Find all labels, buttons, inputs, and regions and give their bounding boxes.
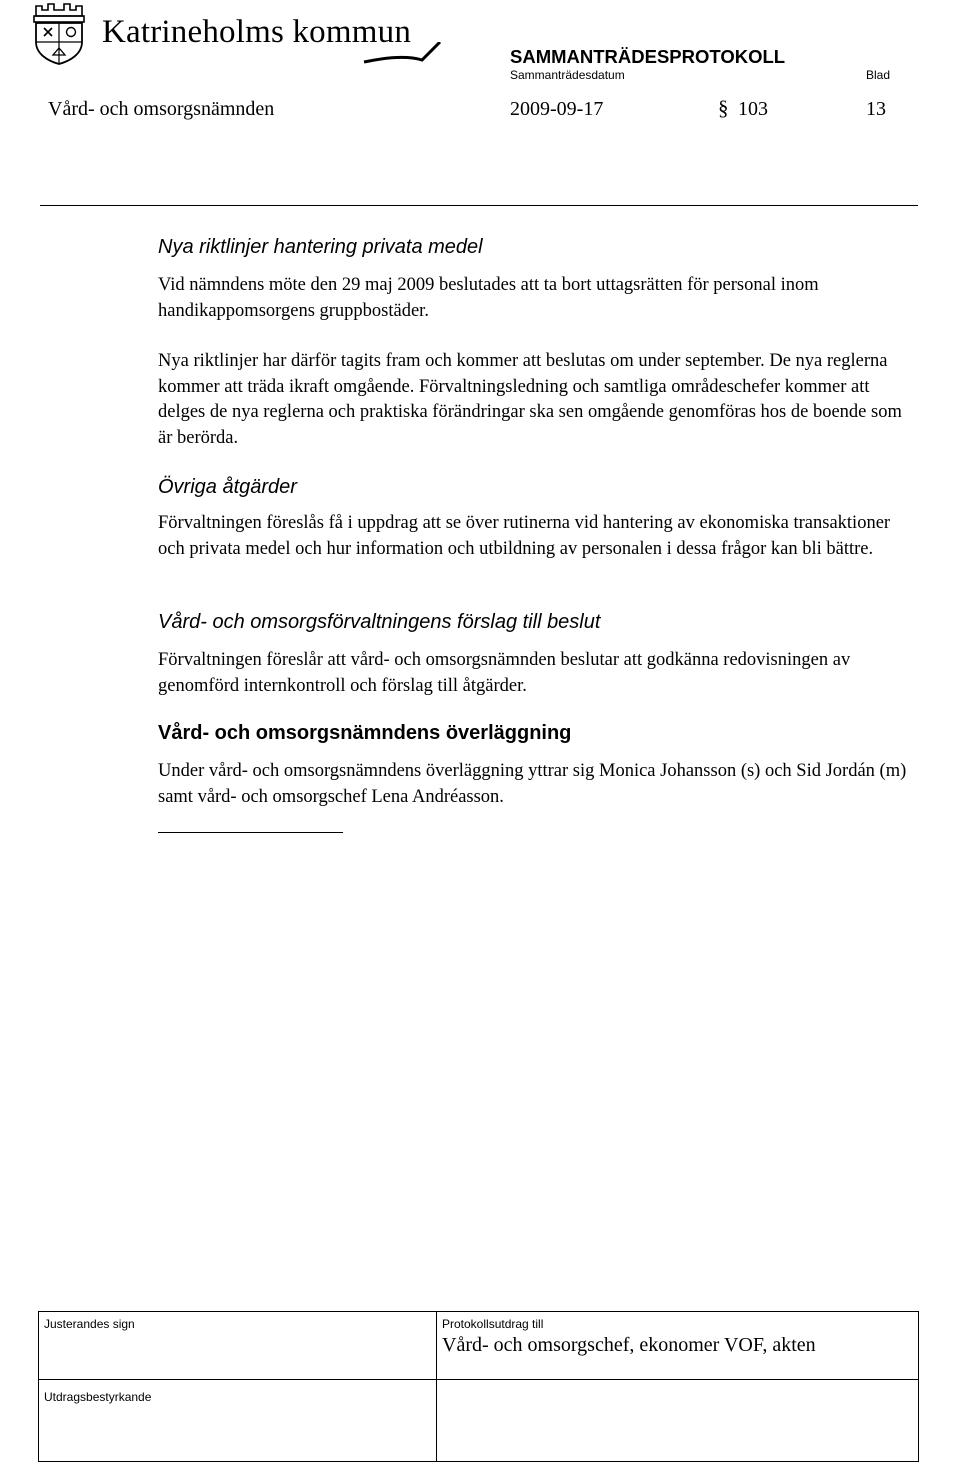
header-divider bbox=[40, 205, 918, 206]
paragraph-other-measures: Förvaltningen föreslås få i uppdrag att se över rutinerna vid hantering av ekonomiska transaktioner och privata medel och hur information och utbildning av personalen i dessa frågor kan bli bättre. bbox=[158, 513, 891, 559]
municipal-coat-of-arms-icon bbox=[30, 2, 88, 66]
paragraph-new-guidelines: Nya riktlinjer har därför tagits fram och kommer att beslutas om under september. De nya reglerna kommer att träda ikraft omgående. Förvaltningsledning och samtliga områdeschefer kommer att delges de nya reglerna och praktiska förändringar ska sen omgående genomföras hos de boende som är berörda. bbox=[158, 351, 902, 448]
document-type: SAMMANTRÄDESPROTOKOLL bbox=[510, 46, 786, 67]
end-of-section-divider bbox=[158, 832, 343, 833]
section-heading-private-funds: Nya riktlinjer hantering privata medel bbox=[158, 236, 483, 258]
meeting-date-label: Sammanträdesdatum bbox=[510, 68, 625, 82]
page-label: Blad bbox=[866, 68, 891, 82]
adjuster-signature-label: Justerandes sign bbox=[44, 1317, 135, 1331]
paragraph-decision-background: Vid nämndens möte den 29 maj 2009 beslutades att ta bort uttagsrätten för personal inom handikappomsorgens gruppbostäder. bbox=[158, 275, 819, 321]
extract-certification-label: Utdragsbestyrkande bbox=[44, 1390, 152, 1404]
brand-name: Katrineholms kommun bbox=[102, 14, 412, 50]
protocol-extract-recipients: Vård- och omsorgschef, ekonomer VOF, akten bbox=[442, 1334, 816, 1356]
committee-name: Vård- och omsorgsnämnden bbox=[48, 98, 275, 120]
paragraph-sign: § bbox=[718, 96, 729, 120]
footer-row-divider bbox=[38, 1379, 919, 1380]
footer-column-divider bbox=[436, 1311, 437, 1462]
section-heading-proposal: Vård- och omsorgsförvaltningens förslag till beslut bbox=[158, 611, 601, 633]
page-number: 13 bbox=[866, 98, 886, 120]
section-heading-deliberation: Vård- och omsorgsnämndens överläggning bbox=[158, 722, 572, 744]
paragraph-deliberation: Under vård- och omsorgsnämndens överläggning yttrar sig Monica Johansson (s) och Sid Jordán (m) samt vård- och omsorgschef Lena Andréasson. bbox=[158, 761, 907, 807]
protocol-extract-label: Protokollsutdrag till bbox=[442, 1317, 544, 1331]
meeting-date: 2009-09-17 bbox=[510, 98, 604, 120]
brand-swoosh-icon bbox=[362, 42, 442, 66]
paragraph-proposal: Förvaltningen föreslår att vård- och omsorgsnämnden beslutar att godkänna redovisningen av genomförd internkontroll och förslag till åtgärder. bbox=[158, 650, 851, 696]
section-heading-other-measures: Övriga åtgärder bbox=[158, 476, 297, 498]
paragraph-number: 103 bbox=[738, 98, 768, 120]
